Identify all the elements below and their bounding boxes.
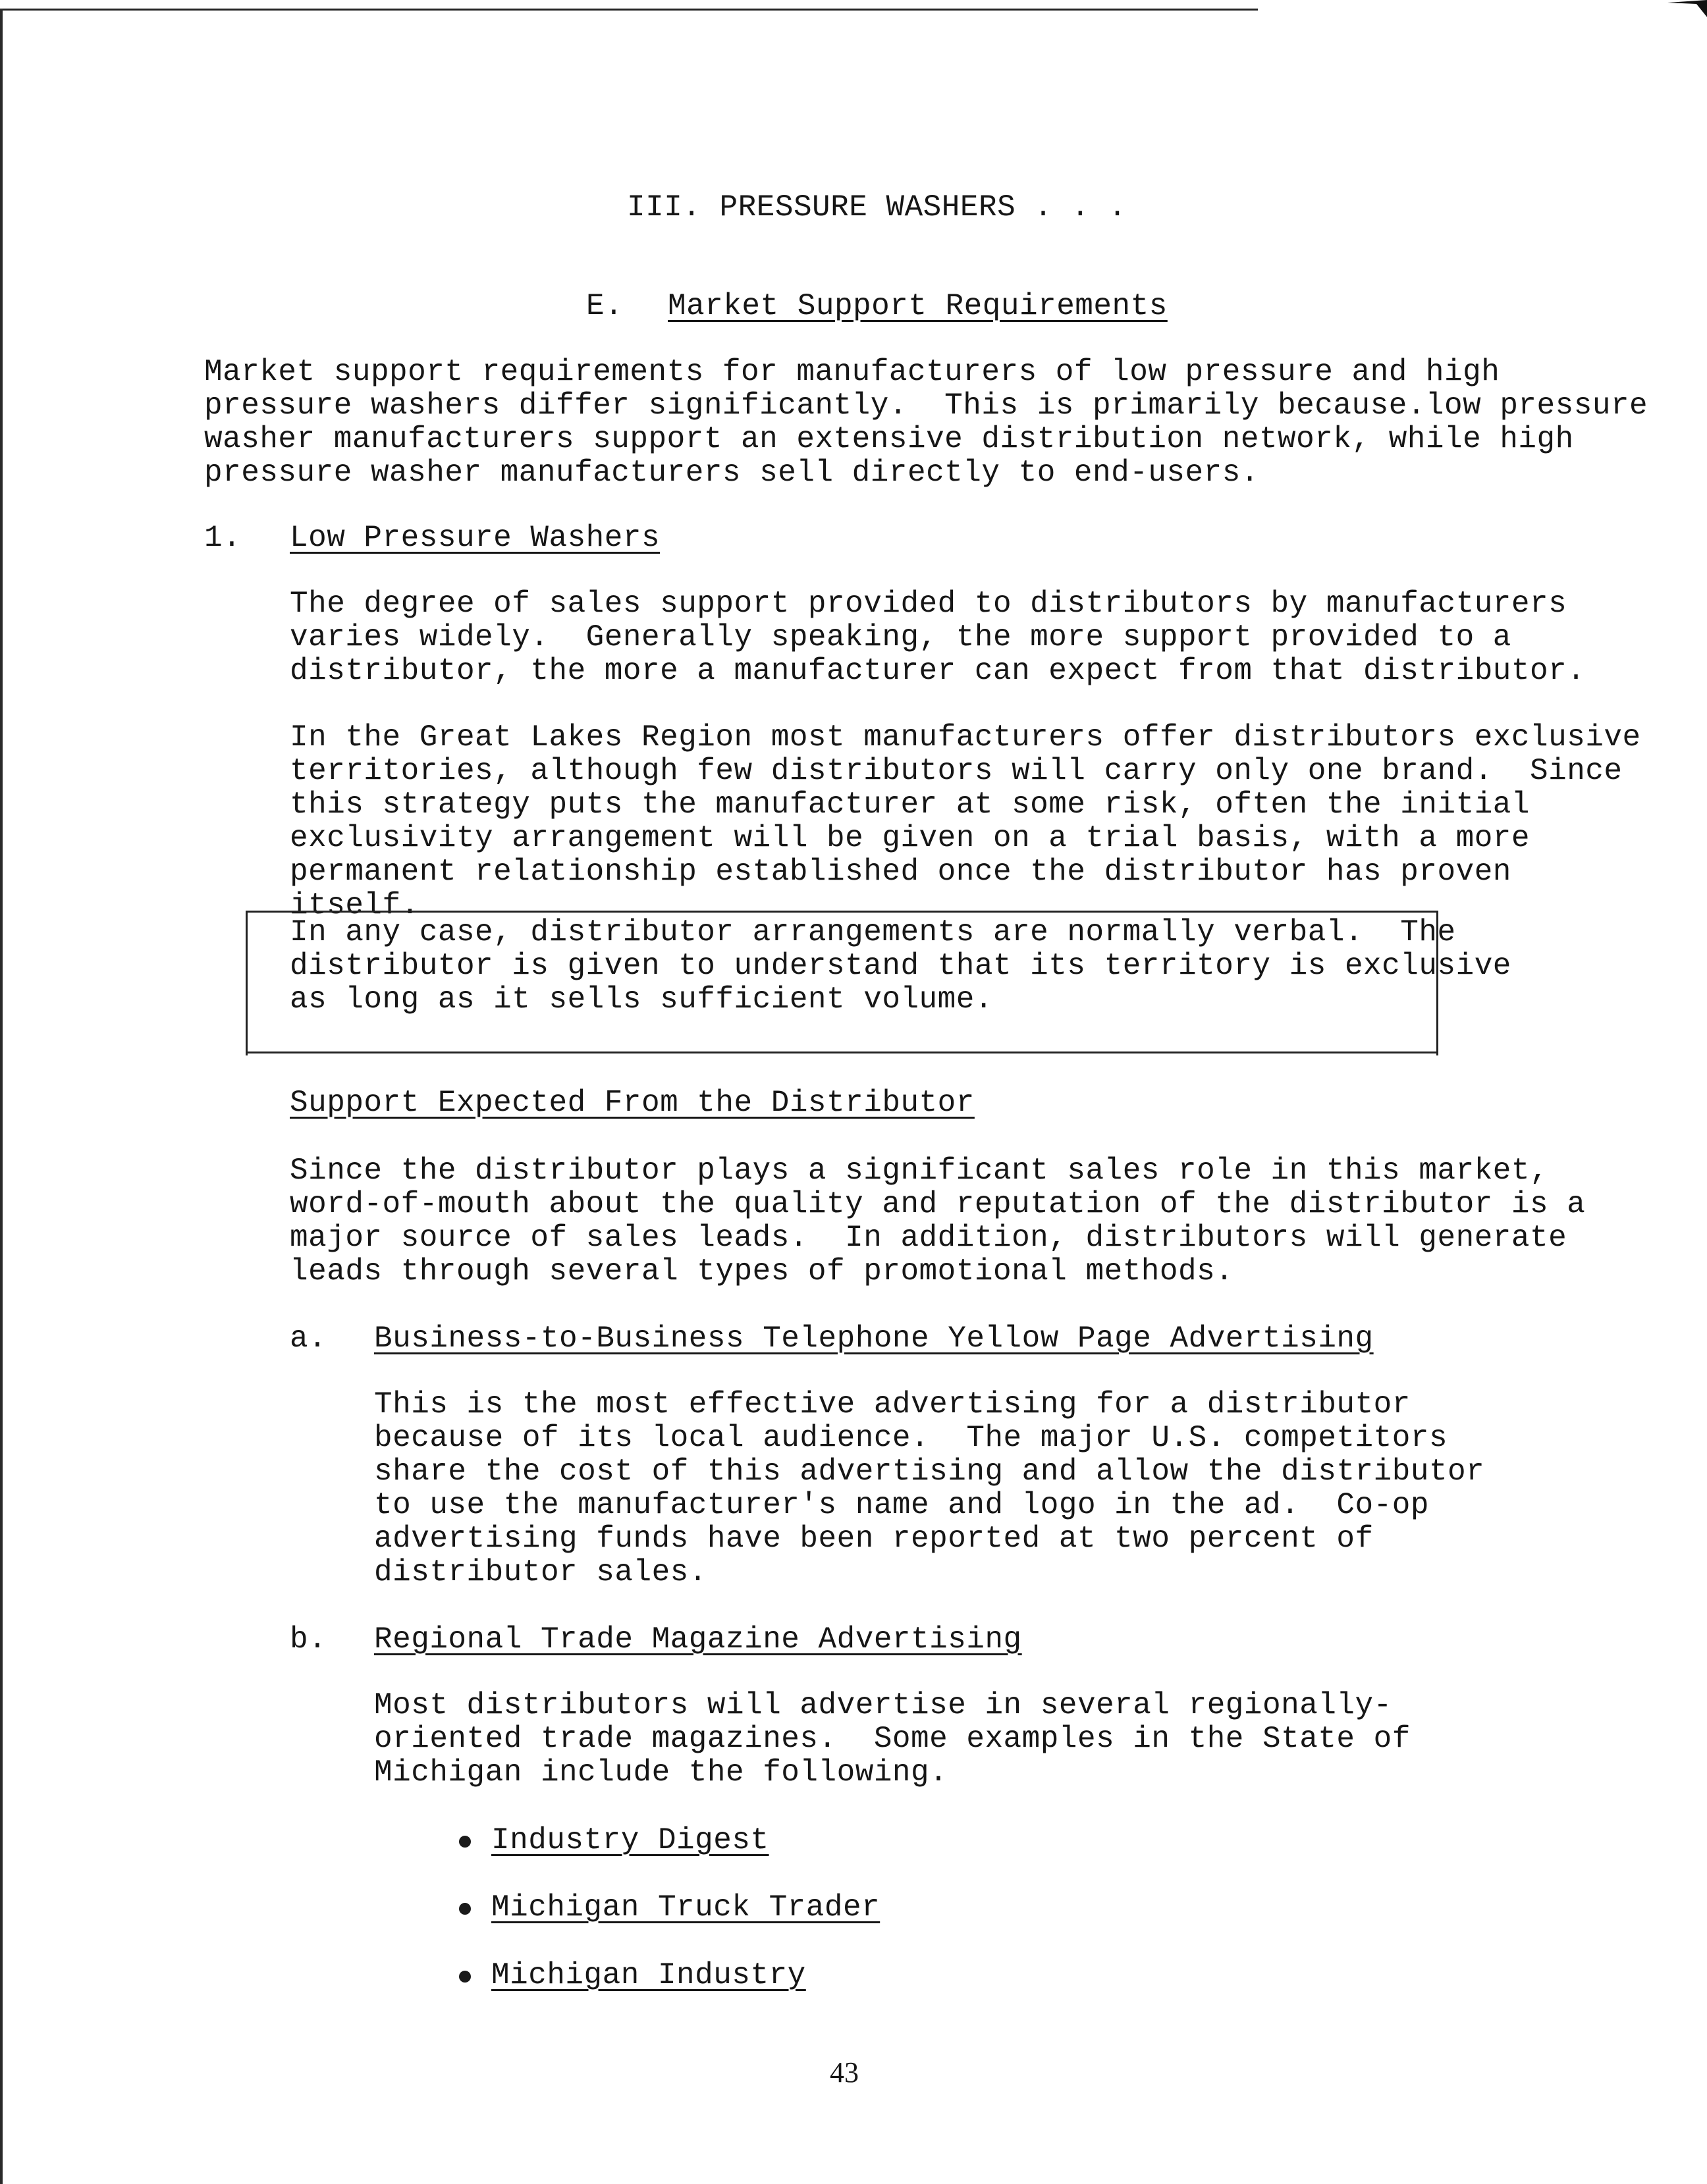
bullet-icon — [459, 1836, 471, 1848]
item-a-heading: Business-to-Business Telephone Yellow Page Advertising — [374, 1321, 1374, 1356]
section-title: III. PRESSURE WASHERS . . . — [627, 190, 1127, 225]
bullet-icon — [459, 1903, 471, 1915]
list-item-label: Michigan Industry — [491, 1958, 806, 1992]
text-line: Market support requirements for manufacturers of low pressure and high — [204, 355, 1500, 389]
text-line: territories, although few distributors will carry only one brand. Since — [290, 754, 1623, 788]
text-line: leads through several types of promotional methods. — [290, 1254, 1234, 1289]
subsection-title: Market Support Requirements — [668, 289, 1168, 323]
bullet-icon — [459, 1971, 471, 1983]
text-line: advertising funds have been reported at two percent of — [374, 1522, 1374, 1556]
text-line: varies widely. Generally speaking, the more support provided to a — [290, 620, 1511, 654]
section-number: 1. — [204, 521, 242, 555]
text-line: In any case, distributor arrangements are normally verbal. The — [290, 915, 1456, 949]
text-line: pressure washer manufacturers sell directly to end-users. — [204, 456, 1259, 490]
list-item-label: Industry Digest — [491, 1823, 769, 1857]
text-line: This is the most effective advertising for a distributor — [374, 1387, 1411, 1422]
text-line: washer manufacturers support an extensive distribution network, while high — [204, 422, 1574, 456]
text-line: permanent relationship established once the distributor has proven — [290, 855, 1511, 889]
subsection-label: E. — [586, 289, 624, 323]
item-b-heading: Regional Trade Magazine Advertising — [374, 1622, 1022, 1657]
text-line: In the Great Lakes Region most manufacturers offer distributors exclusive — [290, 720, 1641, 755]
text-line: because of its local audience. The major U.S. competitors — [374, 1421, 1448, 1455]
text-line: major source of sales leads. In addition, distributors will generate — [290, 1221, 1567, 1255]
text-line: share the cost of this advertising and allow the distributor — [374, 1454, 1485, 1489]
scan-edge-top — [0, 9, 1258, 11]
item-b-label: b. — [290, 1622, 327, 1657]
text-line: distributor sales. — [374, 1555, 707, 1589]
text-line: this strategy puts the manufacturer at some risk, often the initial — [290, 787, 1531, 822]
text-line: Since the distributor plays a significant sales role in this market, — [290, 1154, 1549, 1188]
text-line: distributor, the more a manufacturer can expect from that distributor. — [290, 654, 1586, 688]
text-line: Michigan include the following. — [374, 1755, 948, 1790]
text-line: oriented trade magazines. Some examples in the State of — [374, 1722, 1411, 1756]
boxed-callout-rule — [246, 1052, 1436, 1053]
scan-corner-mark — [1667, 0, 1707, 17]
text-line: itself. — [290, 888, 420, 922]
text-line: distributor is given to understand that its territory is exclusive — [290, 949, 1511, 983]
section-heading: Low Pressure Washers — [290, 521, 661, 555]
text-line: as long as it sells sufficient volume. — [290, 982, 993, 1017]
text-line: The degree of sales support provided to distributors by manufacturers — [290, 587, 1567, 621]
scan-edge-left — [0, 9, 3, 2184]
text-line: exclusivity arrangement will be given on a trial basis, with a more — [290, 821, 1531, 855]
list-item-label: Michigan Truck Trader — [491, 1890, 881, 1925]
item-a-label: a. — [290, 1321, 327, 1356]
text-line: pressure washers differ significantly. This is primarily because.low pressure — [204, 388, 1648, 423]
text-line: to use the manufacturer's name and logo in the ad. Co-op — [374, 1488, 1429, 1522]
text-line: Most distributors will advertise in several regionally- — [374, 1688, 1392, 1722]
support-heading: Support Expected From the Distributor — [290, 1086, 975, 1120]
page-number: 43 — [830, 2056, 859, 2089]
text-line: word-of-mouth about the quality and reputation of the distributor is a — [290, 1187, 1586, 1221]
